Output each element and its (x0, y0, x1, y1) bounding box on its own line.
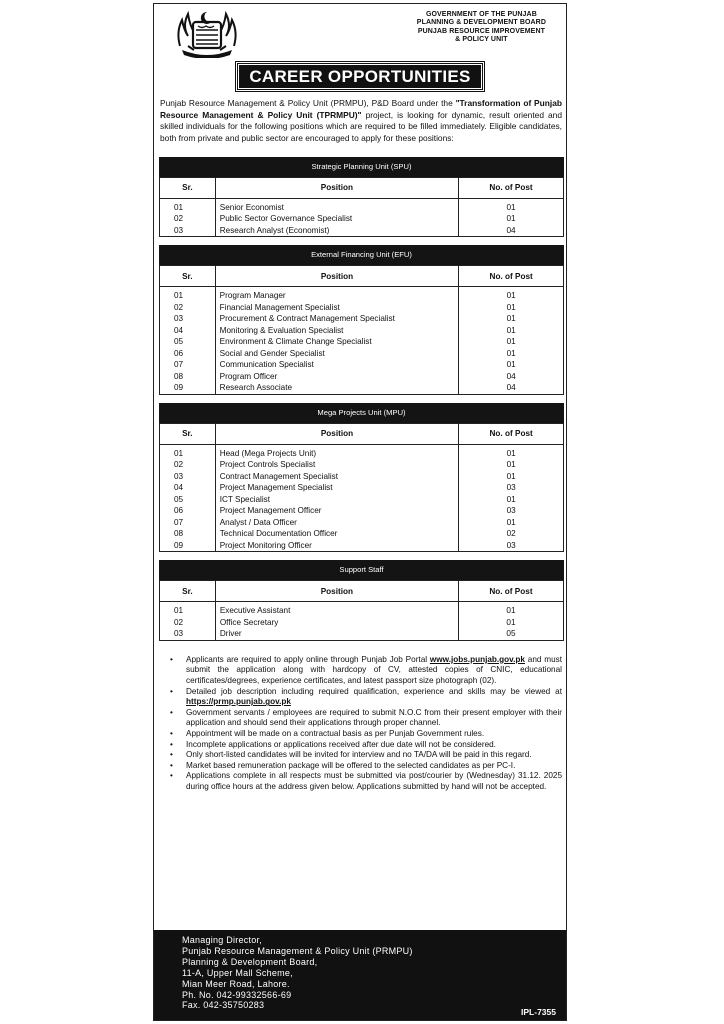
sr-cell: 01 (160, 198, 216, 213)
unit-section (159, 245, 564, 395)
table-row (160, 336, 564, 348)
position-cell: Environment & Climate Change Specialist (215, 336, 459, 348)
posts-cell: 01 (459, 444, 564, 459)
sr-cell: 08 (160, 528, 216, 540)
sr-cell: 01 (160, 444, 216, 459)
instruction-text: Government servants / employees are required to submit N.O.C from their present employer with their application and should send their applications through proper channel. (186, 707, 562, 728)
table-row (160, 628, 564, 640)
sr-header: Sr. (160, 423, 216, 444)
positions-table (159, 423, 564, 553)
table-row (160, 225, 564, 237)
sr-cell: 02 (160, 459, 216, 471)
intro-part-2: project, is looking for dynamic, result oriented and skilled individuals for the following positions which are required to be filled immediately. Eligible candidates, both from private and public sector are encouraged to apply for these positions: (160, 109, 563, 144)
positions-table (159, 265, 564, 395)
address-line: Punjab Resource Management & Policy Unit (PRMPU) (182, 945, 413, 956)
position-header: Position (215, 581, 458, 602)
sr-cell: 03 (160, 225, 216, 237)
posts-cell: 01 (459, 517, 564, 529)
position-cell: Research Analyst (Economist) (215, 225, 458, 237)
posts-cell: 01 (459, 198, 564, 213)
table-row (160, 444, 564, 459)
position-cell: Research Associate (215, 382, 459, 394)
table-row (160, 617, 564, 629)
sr-header: Sr. (160, 177, 216, 198)
portal-link[interactable]: https://prmp.punjab.gov.pk (186, 697, 291, 707)
posts-cell: 04 (459, 382, 564, 394)
posts-cell: 03 (459, 505, 564, 517)
posts-cell: 05 (458, 628, 563, 640)
posts-cell: 03 (459, 540, 564, 552)
table-row (160, 359, 564, 371)
sr-cell: 05 (160, 494, 216, 506)
posts-cell: 01 (459, 494, 564, 506)
posts-cell: 01 (459, 471, 564, 483)
table-row (160, 313, 564, 325)
instruction-item (168, 687, 562, 708)
table-header-row (160, 423, 564, 444)
reference-number: IPL-7355 (521, 1007, 556, 1017)
unit-title: Support Staff (159, 560, 564, 580)
posts-cell: 01 (458, 602, 563, 617)
instruction-item (168, 771, 562, 792)
table-row (160, 528, 564, 540)
government-heading (417, 11, 546, 45)
header (154, 4, 566, 60)
sr-cell: 03 (160, 628, 216, 640)
sr-cell: 02 (160, 617, 216, 629)
table-row (160, 287, 564, 302)
table-row (160, 494, 564, 506)
unit-section (159, 403, 564, 553)
position-cell: Contract Management Specialist (215, 471, 459, 483)
gov-line-2: PLANNING & DEVELOPMENT BOARD (416, 19, 546, 27)
sr-cell: 05 (160, 336, 216, 348)
position-cell: Analyst / Data Officer (215, 517, 459, 529)
address-block (182, 935, 413, 1011)
position-cell: Procurement & Contract Management Specialist (215, 313, 459, 325)
position-cell: Social and Gender Specialist (215, 348, 459, 360)
sr-cell: 06 (160, 348, 216, 360)
position-cell: Project Controls Specialist (215, 459, 459, 471)
instruction-item (168, 740, 562, 751)
position-cell: Program Officer (215, 371, 459, 383)
sr-cell: 01 (160, 602, 216, 617)
position-cell: ICT Specialist (215, 494, 459, 506)
instruction-text: Only short-listed candidates will be invited for interview and no TA/DA will be paid in this regard. (186, 750, 532, 760)
table-row (160, 540, 564, 552)
table-row (160, 471, 564, 483)
table-row (160, 371, 564, 383)
address-line: 11-A, Upper Mall Scheme, (182, 967, 293, 978)
sr-cell: 09 (160, 382, 216, 394)
posts-header: No. of Post (459, 177, 564, 198)
fax-line: Fax. 042-35750283 (182, 1000, 265, 1011)
position-cell: Technical Documentation Officer (215, 528, 459, 540)
units-container (154, 157, 566, 641)
gov-line-4: & POLICY UNIT (455, 36, 508, 44)
position-cell: Senior Economist (215, 198, 458, 213)
career-banner: CAREER OPPORTUNITIES (236, 62, 483, 91)
positions-table (159, 177, 564, 238)
sr-cell: 09 (160, 540, 216, 552)
advertisement-sheet (153, 3, 567, 1021)
footer (154, 930, 566, 1020)
table-row (160, 459, 564, 471)
position-cell: Project Management Specialist (215, 482, 459, 494)
sr-cell: 03 (160, 471, 216, 483)
posts-cell: 01 (459, 302, 564, 314)
posts-cell: 01 (459, 359, 564, 371)
posts-cell: 03 (459, 482, 564, 494)
table-row (160, 213, 564, 225)
unit-section (159, 560, 564, 641)
sr-cell: 08 (160, 371, 216, 383)
table-row (160, 198, 564, 213)
posts-cell: 04 (459, 225, 564, 237)
table-row (160, 505, 564, 517)
sr-cell: 07 (160, 517, 216, 529)
instruction-item (168, 708, 562, 729)
sr-cell: 07 (160, 359, 216, 371)
sr-header: Sr. (160, 581, 216, 602)
instruction-item (168, 761, 562, 772)
position-cell: Monitoring & Evaluation Specialist (215, 325, 459, 337)
instruction-item (168, 729, 562, 740)
sr-cell: 03 (160, 313, 216, 325)
posts-cell: 01 (459, 325, 564, 337)
posts-cell: 01 (459, 287, 564, 302)
unit-title: External Financing Unit (EFU) (159, 245, 564, 265)
position-header: Position (215, 177, 458, 198)
position-cell: Financial Management Specialist (215, 302, 459, 314)
positions-table (159, 580, 564, 641)
posts-cell: 01 (459, 459, 564, 471)
instruction-text: Incomplete applications or applications received after due date will not be considered. (186, 739, 496, 749)
table-row (160, 517, 564, 529)
position-header: Position (215, 423, 459, 444)
intro-part-1: Punjab Resource Management & Policy Unit (PRMPU), P&D Board under the (160, 98, 456, 108)
posts-header: No. of Post (459, 266, 564, 287)
intro-paragraph (160, 98, 562, 145)
address-line: Managing Director, (182, 935, 263, 945)
table-row (160, 325, 564, 337)
table-header-row (160, 177, 564, 198)
phone-line: Ph. No. 042-99332566-69 (182, 989, 292, 1000)
table-row (160, 482, 564, 494)
posts-header: No. of Post (459, 423, 564, 444)
instructions-list (168, 655, 562, 793)
position-cell: Head (Mega Projects Unit) (215, 444, 459, 459)
posts-cell: 02 (459, 528, 564, 540)
table-row (160, 382, 564, 394)
posts-cell: 04 (459, 371, 564, 383)
posts-header: No. of Post (458, 581, 563, 602)
table-row (160, 302, 564, 314)
position-cell: Communication Specialist (215, 359, 459, 371)
instruction-item (168, 655, 562, 687)
gov-line-3: PUNJAB RESOURCE IMPROVEMENT (417, 27, 545, 35)
sr-header: Sr. (160, 266, 216, 287)
sr-cell: 04 (160, 482, 216, 494)
posts-cell: 01 (459, 213, 564, 225)
posts-cell: 01 (459, 336, 564, 348)
table-header-row (160, 266, 564, 287)
address-line: Planning & Development Board, (182, 956, 318, 967)
unit-title: Mega Projects Unit (MPU) (159, 403, 564, 423)
posts-cell: 01 (459, 313, 564, 325)
instruction-text: Market based remuneration package will be offered to the selected candidates as per PC-I. (186, 760, 516, 770)
intro-project: "Transformation of Punjab Resource Management & Policy Unit (TPRMPU)" (160, 98, 562, 120)
unit-title: Strategic Planning Unit (SPU) (159, 157, 564, 177)
address-line: Mian Meer Road, Lahore. (182, 978, 290, 989)
posts-cell: 01 (459, 348, 564, 360)
portal-link[interactable]: www.jobs.punjab.gov.pk (429, 654, 525, 664)
instruction-text: Applicants are required to apply online through Punjab Job Portal (186, 654, 430, 664)
position-cell: Executive Assistant (215, 602, 458, 617)
position-header: Position (215, 266, 459, 287)
sr-cell: 02 (160, 213, 216, 225)
gov-line-1: GOVERNMENT OF THE PUNJAB (425, 11, 537, 18)
unit-section (159, 157, 564, 238)
sr-cell: 02 (160, 302, 216, 314)
table-row (160, 602, 564, 617)
table-row (160, 348, 564, 360)
position-cell: Project Monitoring Officer (215, 540, 459, 552)
punjab-government-emblem-icon (174, 6, 240, 58)
sr-cell: 04 (160, 325, 216, 337)
instruction-text: and must submit the application along with hardcopy of CV, attested copies of CNIC, educational certificates/degrees, experience certificates, and latest passport size photograph (02). (186, 654, 562, 685)
table-header-row (160, 581, 564, 602)
position-cell: Driver (215, 628, 458, 640)
position-cell: Program Manager (215, 287, 459, 302)
position-cell: Office Secretary (215, 617, 458, 629)
sr-cell: 06 (160, 505, 216, 517)
instruction-text: Appointment will be made on a contractual basis as per Punjab Government rules. (186, 728, 485, 738)
sr-cell: 01 (160, 287, 216, 302)
position-cell: Project Management Officer (215, 505, 459, 517)
instruction-item (168, 750, 562, 761)
position-cell: Public Sector Governance Specialist (215, 213, 458, 225)
instruction-text: Applications complete in all respects must be submitted via post/courier by (Wednesday) 31.12. 2025 during office hours at the address given below. Applications submitted by hand will not be accepted. (186, 771, 562, 791)
posts-cell: 01 (458, 617, 563, 629)
instruction-text: Detailed job description including required qualification, experience and skills may be viewed at (186, 686, 562, 696)
